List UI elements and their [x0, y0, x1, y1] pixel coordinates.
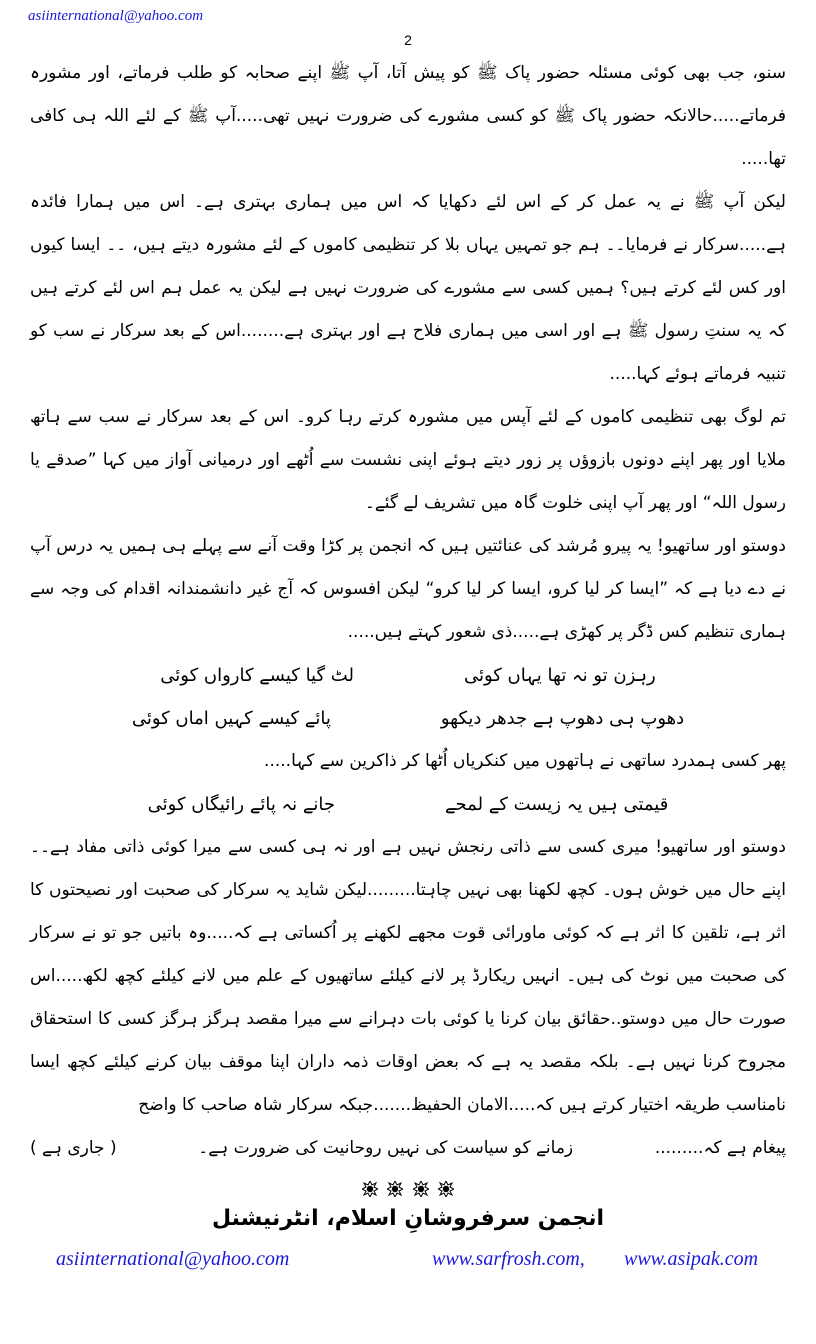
verse-second-line: جانے نہ پائے رائیگاں کوئی — [147, 794, 335, 815]
organization-name: انجمن سرفروشانِ اسلام، انٹرنیشنل — [211, 1206, 604, 1231]
footer-website-link[interactable]: www.sarfrosh.com, — [432, 1248, 585, 1270]
paragraph: تم لوگ بھی تنظیمی کاموں کے لئے آپس میں مشورہ کرتے رہا کرو۔ اس کے بعد سرکار نے سب سے ہاتھ ملایا اور پھر اپنے دونوں بازوؤں پر زور دیتے ہوئے اپنی نشست سے اُٹھے اور درمیانی آواز میں کہا ”صدقے یا رسول اللہ“ اور پھر آپ اپنی خلوت گاہ میں تشریف لے گئے۔ — [30, 407, 786, 513]
footer-website-link[interactable]: www.asipak.com — [624, 1248, 759, 1270]
eight-point-star-icon — [413, 1181, 429, 1197]
paragraph: سنو، جب بھی کوئی مسئلہ حضور پاک ﷺ کو پیش آتا، آپ ﷺ اپنے صحابہ کو طلب فرماتے، اور مشورہ فرماتے.....حالانکہ حضور پاک ﷺ کو کسی مشورے کی ضرورت نہیں تھی.....آپ ﷺ کے لئے اللہ ہی کافی تھا..... — [30, 63, 786, 169]
verse-first-line: دھوپ ہی دھوپ ہے جدھر دیکھو — [440, 708, 685, 729]
ornament-divider — [0, 1181, 816, 1201]
verse-first-line: قیمتی ہیں یہ زیست کے لمحے — [445, 794, 669, 815]
interlude-text: پھر کسی ہمدرد ساتھی نے ہاتھوں میں کنکریاں اُٹھا کر ذاکرین سے کہا..... — [264, 751, 786, 771]
article-body — [30, 52, 786, 1170]
verse-couplet — [30, 697, 786, 740]
final-quote: زمانے کو سیاست کی نہیں روحانیت کی ضرورت ہے۔ — [198, 1138, 574, 1158]
final-line — [30, 1127, 786, 1170]
header-email-link[interactable]: asiinternational@yahoo.com — [28, 8, 204, 24]
eight-point-star-icon — [362, 1181, 378, 1197]
continued-label: ( جاری ہے ) — [30, 1138, 117, 1158]
verse-second-line: پائے کیسے کہیں اماں کوئی — [131, 708, 331, 729]
paragraph: لیکن آپ ﷺ نے یہ عمل کر کے اس لئے دکھایا کہ اس میں ہماری بہتری ہے۔ اس میں ہمارا فائدہ ہے.....سرکار نے فرمایا۔۔ ہم جو تمہیں یہاں بلا کر تنظیمی کاموں کے لئے مشورہ دیتے ہیں، ۔۔ ایسا کیوں اور کس لئے کرتے ہیں؟ ہمیں کسی سے مشورے کی ضرورت نہیں ہے لیکن یہ عمل ہم اس لئے کرتے ہیں کہ یہ سنتِ رسول ﷺ ہے اور اسی میں ہماری فلاح ہے اور بہتری ہے........اس کے بعد سرکار نے سب کو تنبیہ فرماتے ہوئے کہا..... — [30, 192, 786, 384]
eight-point-star-icon — [387, 1181, 403, 1197]
page-number: 2 — [404, 32, 412, 48]
final-line-start: پیغام ہے کہ......... — [654, 1138, 786, 1158]
footer-email-link[interactable]: asiinternational@yahoo.com — [56, 1248, 290, 1270]
paragraph: دوستو اور ساتھیو! یہ پیرو مُرشد کی عنائتیں ہیں کہ انجمن پر کڑا وقت آنے سے پہلے ہی ہمیں یہ درس آپ نے دے دیا ہے کہ ”ایسا کر لیا کرو، ایسا کر لیا کرو“ لیکن افسوس کہ آج غیر دانشمندانہ اقدام کی وجہ سے ہماری تنظیم کس ڈگر پر کھڑی ہے.....ذی شعور کہتے ہیں..... — [30, 536, 786, 642]
closing-paragraph: دوستو اور ساتھیو! میری کسی سے ذاتی رنجش نہیں ہے اور نہ ہی کسی سے میرا کوئی ذاتی مفاد ہے۔۔ اپنے حال میں خوش ہوں۔ کچھ لکھنا بھی نہیں چاہتا.........لیکن شاید یہ سرکار کی صحبت اور نصیحتوں کا اثر ہے، تلقین کا اثر ہے کہ کوئی ماورائی قوت مجھے لکھنے پر اُکساتی ہے کہ.....وہ باتیں جو تو نے سرکار کی صحبت میں نوٹ کی ہیں۔ انہیں ریکارڈ پر لانے کیلئے ساتھیوں کے علم میں لانے کیلئے کچھ لکھ.....اس صورت حال میں دوستو..حقائق بیان کرنا یا کوئی بات دہرانے سے میرا مقصد ہرگز ہرگز کسی کا استحقاق مجروح کرنا نہیں ہے۔ بلکہ مقصد یہ ہے کہ بعض اوقات ذمہ داران اپنا موقف بیان کرنے کیلئے کچھ ایسا نامناسب طریقہ اختیار کرتے ہیں کہ.....الامان الحفیظ.......جبکہ سرکار شاہ صاحب کا واضح — [30, 837, 786, 1115]
verse-first-line: رہزن تو نہ تھا یہاں کوئی — [463, 665, 656, 686]
verse-second-line: لٹ گیا کیسے کارواں کوئی — [160, 665, 354, 686]
verse-couplet — [30, 654, 786, 697]
verse-couplet — [30, 783, 786, 826]
eight-point-star-icon — [438, 1181, 454, 1197]
